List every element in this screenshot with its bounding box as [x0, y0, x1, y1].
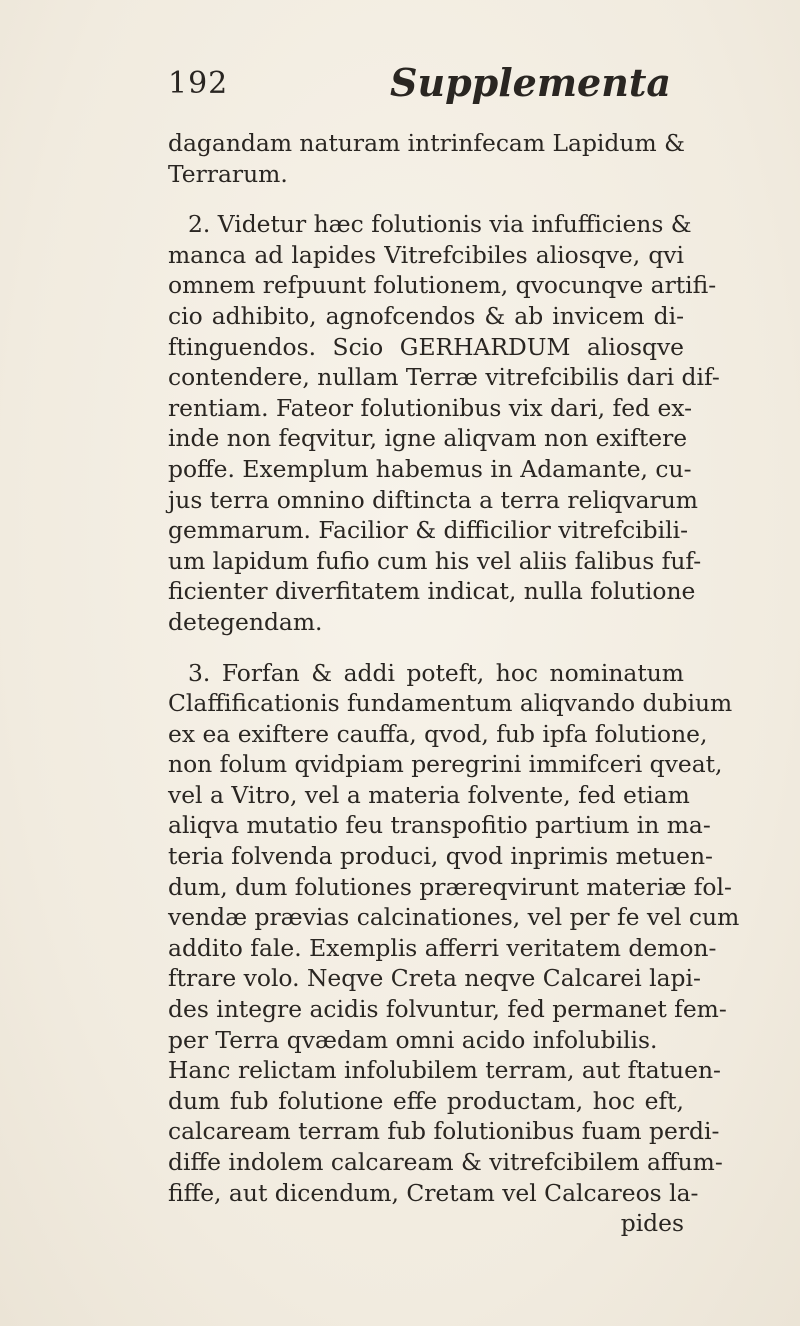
text-line: Hanc relictam infolubilem terram, aut ftatuen- [168, 1056, 721, 1085]
text-line: inde non feqvitur, igne aliqvam non exiftere [168, 424, 688, 453]
catchword: pides [620, 1209, 684, 1238]
text-line: des integre acidis folvuntur, fed permanet fem- [168, 995, 727, 1024]
text-line: ftinguendos. Scio GERHARDUM aliosqve [168, 332, 684, 361]
text-line: detegendam. [168, 607, 323, 636]
text-line: gemmarum. Facilior & difficilior vitrefcibili- [168, 516, 688, 545]
text-line: dum fub folutione effe productam, hoc eft, [168, 1086, 684, 1115]
text-line: Terrarum. [168, 159, 288, 188]
text-line: non folum qvidpiam peregrini immifceri qveat, [168, 750, 723, 779]
text-line: vel a Vitro, vel a materia folvente, fed etiam [168, 780, 690, 809]
body-text [168, 128, 740, 1239]
text-line: 2. Videtur hæc folutionis via infufficiens & [188, 210, 692, 239]
text-line: ex ea exiftere cauffa, qvod, fub ipfa folutione, [168, 719, 708, 748]
text-line: Claffificationis fundamentum aliqvando dubium [168, 689, 733, 718]
text-line: teria folvenda produci, qvod inprimis metuen- [168, 842, 713, 871]
text-line: calcaream terram fub folutionibus fuam perdi- [168, 1117, 720, 1146]
page-number: 192 [168, 66, 229, 101]
text-line: dagandam naturam intrinfecam Lapidum & [168, 129, 685, 157]
page-header [120, 60, 680, 114]
text-line: jus terra omnino diftincta a terra reliqvarum [168, 485, 698, 514]
text-line: addito fale. Exemplis afferri veritatem demon- [168, 933, 717, 962]
text-line: contendere, nullam Terræ vitrefcibilis dari dif- [168, 363, 720, 392]
text-line: rentiam. Fateor folutionibus vix dari, fed ex- [168, 393, 692, 422]
paragraph-1 [168, 128, 684, 189]
text-line: diffe indolem calcaream & vitrefcibilem affum- [168, 1148, 723, 1176]
text-line: ficienter diverfitatem indicat, nulla folutione [168, 577, 696, 606]
text-line: dum, dum folutiones præreqvirunt materiæ fol- [168, 872, 732, 901]
text-line: poffe. Exemplum habemus in Adamante, cu- [168, 454, 692, 483]
paragraph-3 [168, 658, 740, 1239]
text-line: aliqva mutatio feu transpofitio partium in ma- [168, 811, 711, 840]
text-line: vendæ prævias calcinationes, vel per fe vel cum [168, 903, 740, 932]
text-line: ftrare volo. Neqve Creta neqve Calcarei lapi- [168, 964, 701, 993]
text-line: cio adhibito, agnofcendos & ab invicem di- [168, 301, 684, 330]
paragraph-2 [168, 209, 720, 637]
text-line: fiffe, aut dicendum, Cretam vel Calcareos la- [168, 1178, 699, 1207]
running-head: Supplementa [390, 60, 672, 105]
text-line: manca ad lapides Vitrefcibiles aliosqve, qvi [168, 240, 684, 269]
text-line: 3. Forfan & addi poteft, hoc nominatum [188, 658, 684, 687]
text-line: omnem refpuunt folutionem, qvocunqve artifi- [168, 271, 717, 300]
text-line: per Terra qvædam omni acido infolubilis. [168, 1025, 658, 1054]
text-line: um lapidum fufio cum his vel aliis falibus fuf- [168, 546, 702, 575]
